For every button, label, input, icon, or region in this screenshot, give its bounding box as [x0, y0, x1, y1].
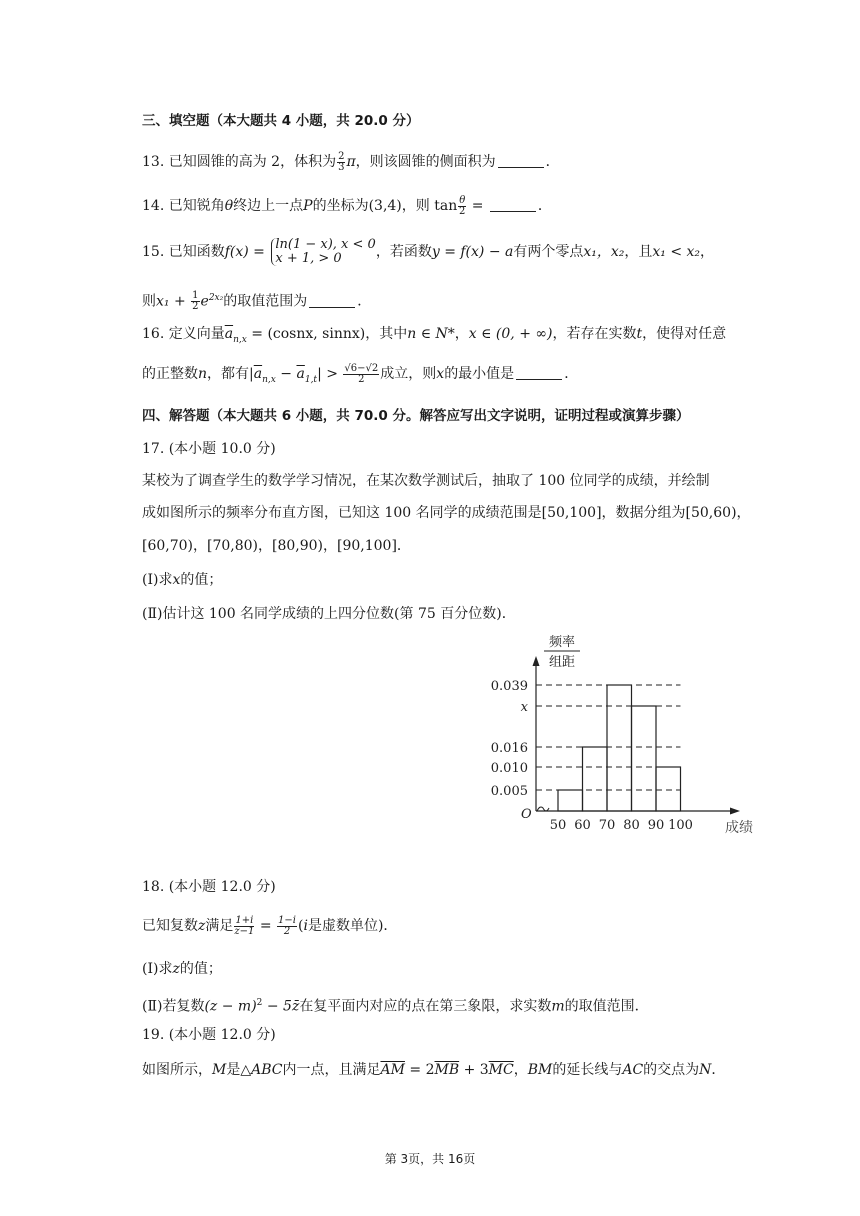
q13-text-a: 13. 已知圆锥的高为 2，体积为 [142, 154, 337, 170]
q17-part-2: (Ⅱ)估计这 100 名同学成绩的上四分位数(第 75 百分位数)． [142, 606, 516, 622]
y-tick-label: 0.039 [490, 679, 528, 694]
answer-blank [490, 197, 536, 212]
q14-text-a: 14. 已知锐角 [142, 198, 225, 214]
q18-part-2: (Ⅱ)若复数$(z - m)^2$ − 5z̄在复平面内对应的点在第三象限，求实数m的取值范围． [142, 998, 649, 1015]
x-tick-label: 80 [623, 818, 640, 833]
q17-para-1: 某校为了调查学生的数学学习情况，在某次数学测试后，抽取了 100 位同学的成绩，并绘制 [142, 473, 710, 489]
pi-symbol: π [346, 154, 356, 170]
q18-head: 18. (本小题 12.0 分) [142, 879, 276, 895]
q17-para-2: 成如图所示的频率分布直方图，已知这 100 名同学的成绩范围是[50,100]，数据分组为[50,60)， [142, 505, 751, 521]
y-tick-label: 0.010 [490, 761, 528, 776]
q13-text-b: ，则该圆锥的侧面积为 [355, 154, 496, 170]
question-14: 14. 已知锐角θ终边上一点P的坐标为(3,4)，则 tan $\frac{\theta}{2}$ = ． [142, 194, 552, 217]
section-title-fill-in: 三、填空题（本大题共 4 小题，共 20.0 分） [142, 113, 420, 129]
q14-fraction: $\frac{\theta}{2}$ [459, 194, 466, 217]
question-15: 15. 已知函数f(x) = ln(1 − x), x < 0 x + 1, > 0 ，若函数y = f(x) − a有两个零点x₁，x₂，且x₁ < x₂， [142, 237, 715, 266]
piecewise-brace: ln(1 − x), x < 0 x + 1, > 0 [271, 238, 375, 266]
q13-fraction: $\frac{2}{3}$ [338, 150, 345, 173]
q15-text-a: 15. 已知函数 [142, 244, 225, 260]
section-title-answer: 四、解答题（本大题共 6 小题，共 70.0 分。解答应写出文字说明，证明过程或演算步骤） [142, 408, 690, 424]
page-footer: 第 3页，共 16页 [384, 1152, 476, 1166]
answer-blank [516, 365, 562, 380]
y-tick-label: x [520, 700, 528, 715]
histogram-bar [583, 747, 608, 811]
histogram-bar [558, 790, 583, 811]
q18-stem: 已知复数z满足 $\frac{1+i}{z-1}$ = $\frac{1-i}{2}$ (i是虚数单位)． [142, 914, 398, 937]
answer-blank [309, 293, 355, 308]
histogram-bar [607, 685, 632, 811]
answer-blank [498, 153, 544, 168]
x-axis-label: 成绩 [725, 820, 753, 836]
q15-fraction: $\frac{1}{2}$ [192, 290, 199, 313]
q19-stem: 如图所示，M是△ABC内一点，且满足$\overline{AM} = 2\overline{MB} + 3\overline{MC}$，BM的延长线与AC的交点为N． [142, 1062, 726, 1078]
x-tick-label: 50 [549, 818, 567, 833]
histogram-bar [656, 767, 681, 811]
y-label-bottom: 组距 [548, 655, 576, 670]
frequency-histogram [488, 628, 768, 843]
x-tick-label: 90 [647, 818, 665, 833]
q16-fraction: $\frac{√6-√2}{2}$ [344, 362, 379, 385]
histogram-bar [632, 706, 657, 811]
y-tick-label: 0.005 [490, 784, 528, 799]
question-16-cont: 的正整数n，都有$|\overline{a}_{n,x} - \overline{a}_{1,t}|$ > $\frac{√6-√2}{2}$ 成立，则x的最小值是 ． [142, 362, 579, 385]
q18-part-1: (Ⅰ)求z的值； [142, 961, 222, 977]
x-tick-label: 60 [574, 818, 591, 833]
q17-head: 17. (本小题 10.0 分) [142, 441, 276, 457]
y-label-top: 频率 [548, 635, 576, 650]
x-tick-label: 70 [598, 818, 616, 833]
x-axis-arrow [730, 808, 740, 815]
q17-part-1: (Ⅰ)求x的值； [142, 572, 223, 588]
question-15-cont: 则x₁ + $\frac{1}{2}$ $e^{2x_2}$的取值范围为 ． [142, 290, 372, 313]
y-axis-arrow [533, 656, 540, 666]
q18-fraction-2: $\frac{1-i}{2}$ [278, 914, 296, 937]
question-13: 13. 已知圆锥的高为 2，体积为 $\frac{2}{3}$ π，则该圆锥的侧面积为 ． [142, 150, 560, 173]
question-16: 16. 定义向量$\overline{a}_{n,x}$ = (cosnx, sinnx)，其中n ∈ N*，x ∈ (0, + ∞)，若存在实数t，使得对任意 [142, 326, 727, 345]
y-tick-label: 0.016 [490, 741, 528, 756]
q18-fraction-1: $\frac{1+i}{z-1}$ [234, 914, 255, 937]
x-tick-label: 100 [668, 818, 693, 833]
q19-head: 19. (本小题 12.0 分) [142, 1027, 276, 1043]
origin-label: O [521, 807, 532, 822]
q17-para-3: [60,70)，[70,80)，[80,90)，[90,100]． [142, 538, 411, 554]
